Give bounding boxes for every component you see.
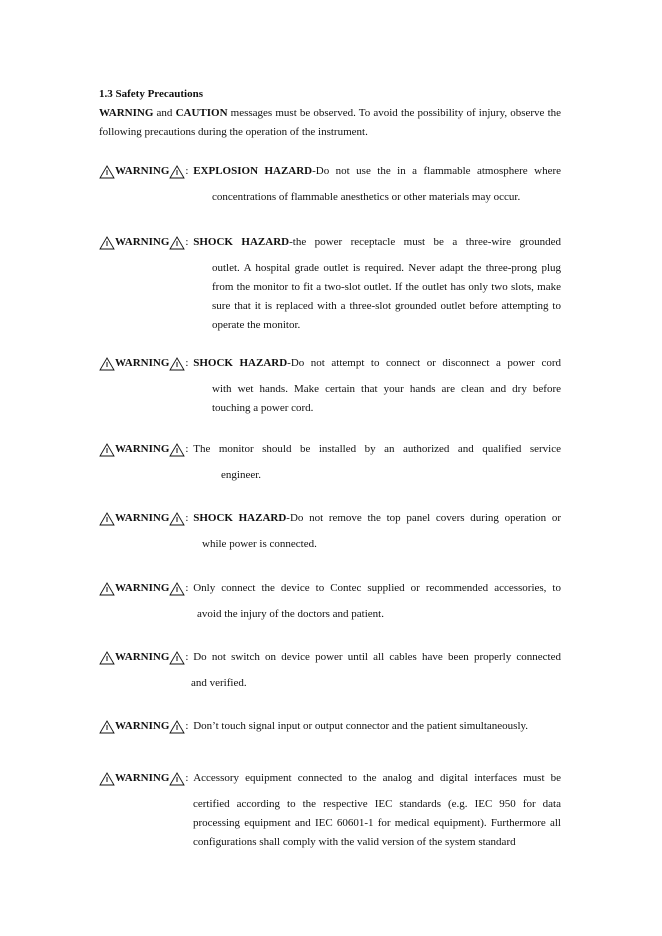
warning-continuation: concentrations of flammable anesthetics or other materials may occur. [212,191,521,203]
warning-item: WARNING : The monitor should be installed by an authorized and qualified service engineer. [99,440,561,485]
warning-label: WARNING [99,579,185,598]
warning-first-line: Do not switch on device power until all cables have been properly connected [193,651,561,663]
intro-and: and [156,107,173,119]
warning-first-line: The monitor should be installed by an authorized and qualified service [193,443,561,455]
warning-triangle-icon [169,772,185,786]
warning-triangle-icon [99,443,115,457]
warning-triangle-icon [169,651,185,665]
intro-caution-word: CAUTION [175,107,228,119]
warning-first-line: Only connect the device to Contec supplied or recommended accessories, to [193,582,561,594]
warning-label: WARNING [99,648,185,667]
warning-triangle-icon [99,720,115,734]
warning-triangle-icon [99,236,115,250]
intro-warning-word: WARNING [99,107,154,119]
warning-triangle-icon [169,720,185,734]
warning-triangle-icon [169,443,185,457]
warning-item: WARNING : SHOCK HAZARD-Do not attempt to connect or disconnect a power cord with wet hands. Make certain that your hands are clean and dry before touching a power cord. [99,354,561,418]
warning-first-line: Don’t touch signal input or output connector and the patient simultaneously. [193,720,529,732]
warning-continuation: while power is connected. [202,538,317,550]
warning-continuation: and verified. [191,677,247,689]
warning-triangle-icon [99,651,115,665]
warning-triangle-icon [169,236,185,250]
warning-triangle-icon [99,582,115,596]
intro-paragraph [99,104,561,142]
warning-first-line: EXPLOSION HAZARD-Do not use the in a flammable atmosphere where [193,165,561,177]
warning-first-line: SHOCK HAZARD-Do not remove the top panel covers during operation or [193,512,561,524]
warning-continuation: with wet hands. Make certain that your hands are clean and dry before touching a power cord. [212,383,561,414]
warning-label: WARNING [99,440,185,459]
warning-item: WARNING : Accessory equipment connected to the analog and digital interfaces must be certified according to the respective IEC standards (e.g. IEC 950 for data processing equipment and IEC 60601-1 for medical equipment). Furthermore all configurations shall comply with the valid version of the system standard [99,769,561,852]
warning-triangle-icon [99,165,115,179]
warning-item: WARNING : SHOCK HAZARD-Do not remove the top panel covers during operation or while power is connected. [99,509,561,554]
warning-triangle-icon [99,772,115,786]
warning-continuation: certified according to the respective IEC standards (e.g. IEC 950 for data processing equipment and IEC 60601-1 for medical equipment). Furthermore all configurations shall comply with the valid version of the system standard [193,798,561,848]
warning-triangle-icon [169,357,185,371]
warning-first-line: SHOCK HAZARD-the power receptacle must be a three-wire grounded [193,236,561,248]
warning-continuation: engineer. [221,469,262,481]
warning-item: WARNING : Don’t touch signal input or output connector and the patient simultaneously. [99,717,561,736]
warning-label: WARNING [99,233,185,252]
warning-continuation: avoid the injury of the doctors and patient. [197,608,384,620]
warning-item: WARNING : SHOCK HAZARD-the power receptacle must be a three-wire grounded outlet. A hospital grade outlet is required. Never adapt the three-prong plug from the monitor to fit a two-slot outlet. If the outlet has only two slots, make sure that it is replaced with a three-slot grounded outlet before attempting to operate the monitor. [99,233,561,335]
warning-triangle-icon [99,512,115,526]
warning-triangle-icon [169,512,185,526]
warning-first-line: SHOCK HAZARD-Do not attempt to connect or disconnect a power cord [193,357,561,369]
warning-label: WARNING [99,769,185,788]
warning-triangle-icon [169,165,185,179]
intro-rest: messages must be observed. To avoid the possibility of injury, observe the following precautions during the operation of the instrument. [99,107,562,138]
warning-triangle-icon [169,582,185,596]
warning-label: WARNING [99,717,185,736]
warning-item: WARNING : Do not switch on device power until all cables have been properly connected and verified. [99,648,561,693]
section-title: 1.3 Safety Precautions [99,88,203,100]
warning-first-line: Accessory equipment connected to the analog and digital interfaces must be [193,772,561,784]
warning-continuation: outlet. A hospital grade outlet is required. Never adapt the three-prong plug from the monitor to fit a two-slot outlet. If the outlet has only two slots, make sure that it is replaced with a three-slot grounded outlet before attempting to operate the monitor. [212,262,561,331]
warning-item: WARNING : Only connect the device to Contec supplied or recommended accessories, to avoid the injury of the doctors and patient. [99,579,561,624]
warning-label: WARNING [99,354,185,373]
warning-triangle-icon [99,357,115,371]
warning-label: WARNING [99,509,185,528]
warning-item: WARNING : EXPLOSION HAZARD-Do not use the in a flammable atmosphere where concentrations of flammable anesthetics or other materials may occur. [99,162,561,207]
warning-label: WARNING [99,162,185,181]
